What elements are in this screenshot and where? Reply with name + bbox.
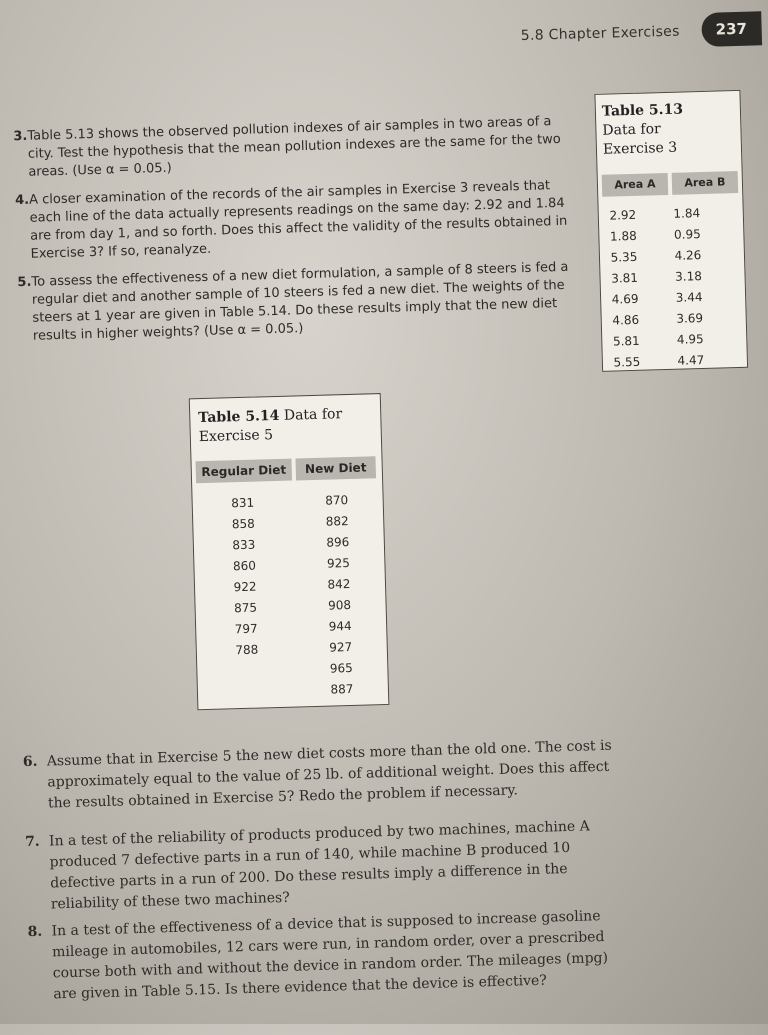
chapter-heading: 5.8 Chapter Exercises [520, 23, 680, 44]
exercise-text: To assess the effectiveness of a new diet formulation, a sample of 8 steers is fed a regular diet and another sample of 10 steers is fed a new diet. The weights of the steers at 1 year are given in Table 5.14. Do these results imply that the new diet results in higher weights? (Use α = 0.05.) [31, 259, 569, 344]
table-caption-line2: Exercise 5 [198, 427, 274, 446]
table-cell: 4.86 [612, 312, 640, 328]
table-cell: 5.35 [610, 249, 638, 265]
page-header [506, 11, 757, 52]
exercise-5 [17, 258, 581, 345]
table-cell: 896 [326, 534, 350, 550]
table-5-14-title [198, 405, 343, 447]
exercise-6 [22, 735, 627, 815]
table-cell: 944 [328, 618, 352, 634]
table-cell: 4.95 [676, 332, 704, 347]
table-label: Table 5.13 [601, 101, 684, 120]
table-cell: 925 [326, 555, 351, 571]
exercise-number: 7. [24, 833, 40, 851]
table-cell: 831 [231, 495, 255, 511]
exercise-text: Table 5.13 shows the observed pollution indexes of air samples in two areas of a city. Test the hypothesis that the mean pollution indexes are the same for the two areas. (Use α = 0.05.) [27, 114, 561, 180]
exercise-3 [13, 113, 576, 182]
table-cell: 5.55 [613, 354, 641, 370]
column-header-new-diet: New Diet [295, 456, 376, 480]
column-header-area-a: Area A [602, 173, 669, 197]
table-5-13 [594, 90, 748, 372]
table-cell: 927 [329, 639, 353, 655]
table-cell: 4.47 [677, 353, 705, 368]
table-5-14 [189, 393, 390, 710]
table-label: Table 5.14 [198, 407, 280, 427]
table-cell: 875 [233, 600, 258, 616]
exercise-7 [24, 815, 629, 916]
table-cell: 4.26 [674, 248, 702, 263]
exercise-8 [29, 905, 631, 1006]
column-header-area-b: Area B [672, 171, 739, 195]
table-cell: 882 [325, 513, 349, 529]
table-cell: 860 [232, 558, 257, 574]
exercise-text: A closer examination of the records of the air samples in Exercise 3 reveals that each line of the data actually represents readings on the same day: 2.92 and 1.84 are from day 1, and so forth. Does this affect the validity of the results obtained in Exercise 3? If so, reanalyze. [28, 178, 568, 262]
table-cell: 788 [235, 642, 259, 658]
exercise-number: 6. [22, 753, 38, 771]
exercise-number: 5. [17, 274, 32, 291]
table-cell: 887 [330, 681, 354, 697]
table-caption-line2: Exercise 3 [602, 139, 678, 158]
table-5-13-body [595, 91, 747, 371]
exercise-4 [14, 176, 579, 263]
table-cell: 797 [234, 621, 258, 637]
table-caption-line1: Data for [602, 121, 661, 139]
table-cell: 5.81 [612, 333, 640, 349]
exercise-number: 3. [13, 128, 28, 145]
table-cell: 908 [327, 597, 352, 613]
table-cell: 965 [329, 660, 353, 676]
table-cell: 3.44 [675, 290, 703, 305]
table-cell: 1.84 [673, 206, 701, 221]
table-cell: 0.95 [673, 227, 701, 242]
table-cell: 1.88 [609, 228, 637, 244]
table-cell: 858 [231, 516, 255, 532]
exercise-number: 4. [14, 192, 30, 209]
exercise-text: Assume that in Exercise 5 the new diet costs more than the old one. The cost is approximately equal to the value of 25 lb. of additional weight. Does this affect the results obtained in Exercise 5? Redo the problem if necessary. [46, 737, 612, 812]
table-cell: 4.69 [611, 291, 639, 307]
page-number: 237 [701, 11, 762, 47]
table-caption-line1: Data for [283, 406, 343, 424]
table-cell: 842 [327, 576, 351, 592]
table-cell: 870 [325, 493, 349, 508]
table-cell: 922 [233, 579, 257, 595]
exercise-number: 8. [27, 923, 43, 941]
table-cell: 3.81 [611, 270, 639, 286]
table-cell: 3.18 [674, 269, 703, 284]
exercise-text: In a test of the reliability of products produced by two machines, machine A produced 7 defective parts in a run of 140, while machine B produced 10 defective parts in a run of 200. Do these results imply a difference in the reliability of these two machines? [48, 818, 590, 913]
exercise-text: In a test of the effectiveness of a device that is supposed to increase gasoline mileage in automobiles, 12 cars were run, in random order, over a prescribed course both with and without the device in random order. The mileages (mpg) are given in Table 5.15. Is there evidence that the device is effective? [51, 908, 609, 1003]
column-header-regular-diet: Regular Diet [196, 459, 293, 484]
table-cell: 833 [232, 537, 256, 553]
table-cell: 2.92 [609, 207, 637, 223]
table-cell: 3.69 [676, 311, 704, 326]
